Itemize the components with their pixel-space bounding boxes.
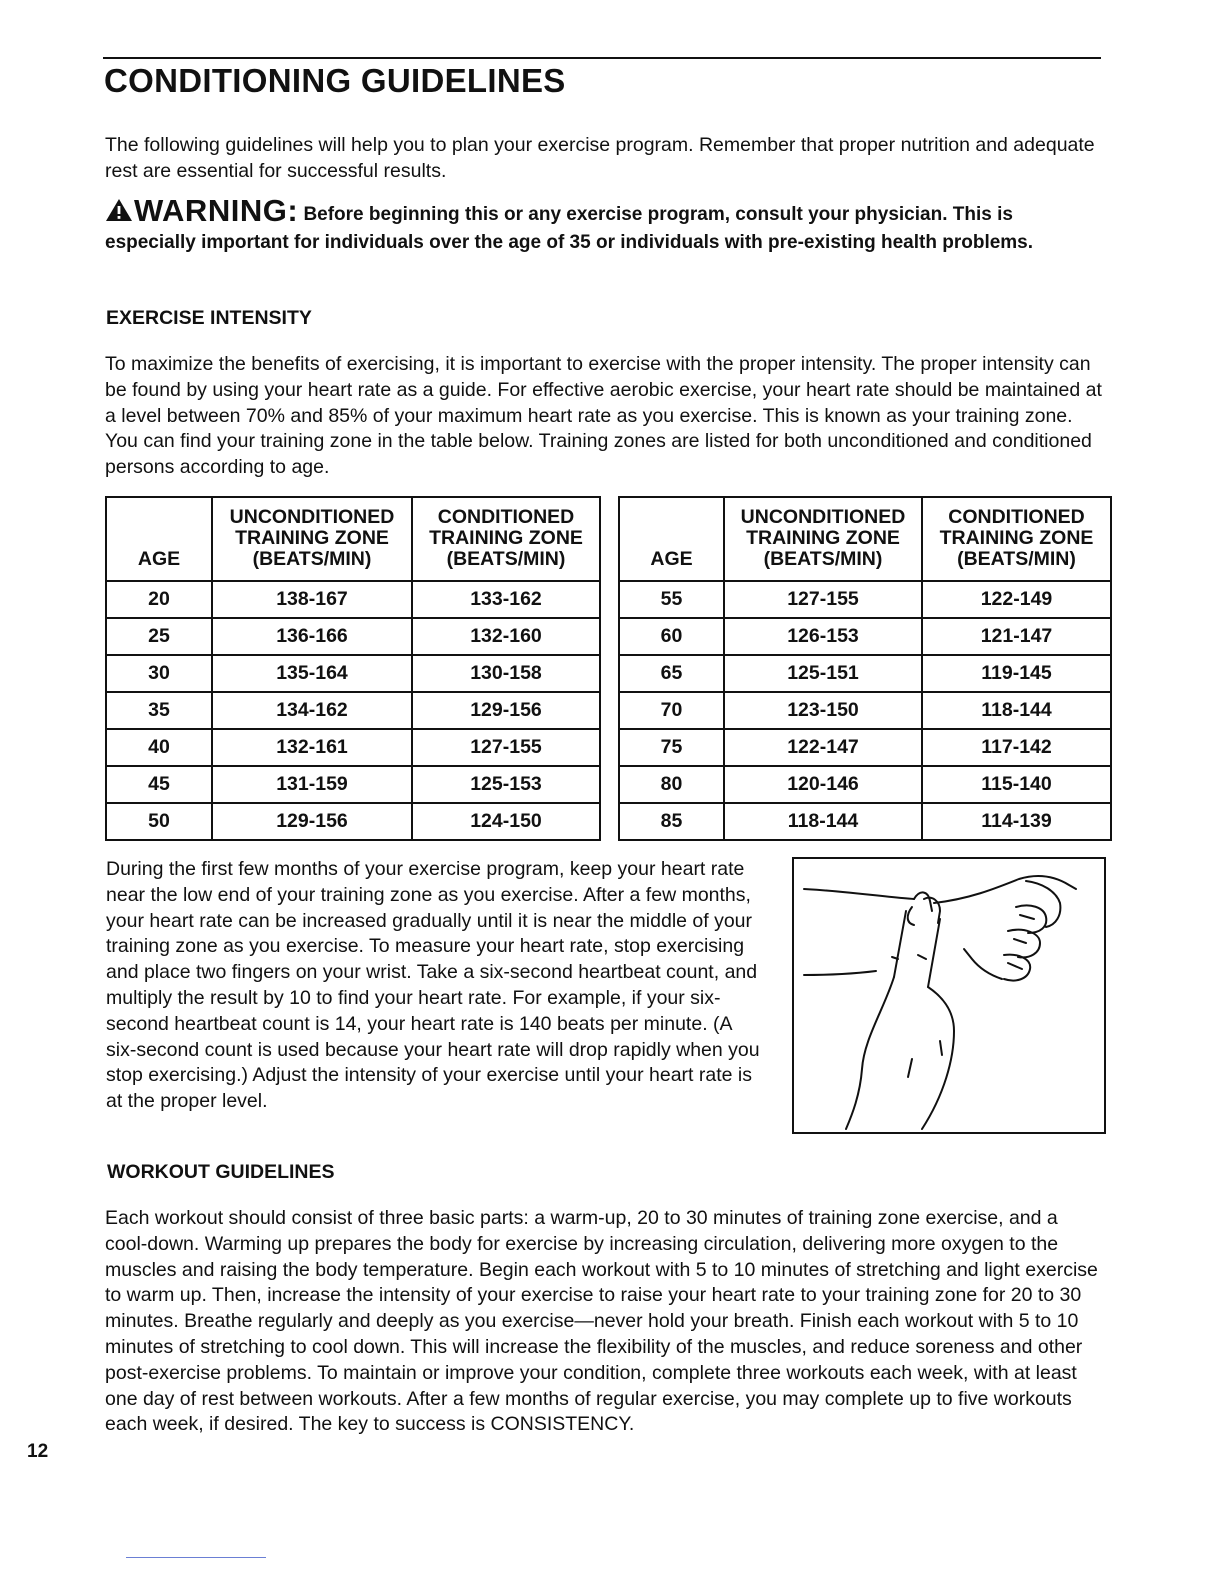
unconditioned-cell: 136-166 (212, 618, 412, 655)
age-column-header: AGE (619, 497, 724, 581)
table-row (619, 618, 1111, 655)
age-cell: 35 (106, 692, 212, 729)
unconditioned-cell: 132-161 (212, 729, 412, 766)
wrist-pulse-illustration (792, 857, 1106, 1134)
conditioned-cell: 118-144 (922, 692, 1111, 729)
age-cell: 45 (106, 766, 212, 803)
unconditioned-cell: 138-167 (212, 581, 412, 618)
table-row (619, 729, 1111, 766)
unconditioned-cell: 126-153 (724, 618, 922, 655)
warning-triangle-icon (105, 198, 133, 230)
age-cell: 80 (619, 766, 724, 803)
table-row (106, 655, 600, 692)
warning-text: Before beginning this or any exercise program, consult your physician. This is especially important for individuals over the age of 35 or individuals with pre-existing health problems. (105, 204, 1034, 253)
exercise-intensity-paragraph: To maximize the benefits of exercising, it is important to exercise with the proper intensity. The proper intensity can be found by using your heart rate as a guide. For effective aerobic exercise, your heart rate should be maintained at a level between 70% and 85% of your maximum heart rate as you exercise. This is known as your training zone. You can find your training zone in the table below. Training zones are listed for both unconditioned and conditioned persons according to age. (105, 353, 1102, 479)
unconditioned-cell: 125-151 (724, 655, 922, 692)
conditioned-cell: 114-139 (922, 803, 1111, 840)
intro-paragraph: The following guidelines will help you to plan your exercise program. Remember that proper nutrition and adequate rest are essential for successful results. (105, 134, 1095, 182)
conditioned-cell: 117-142 (922, 729, 1111, 766)
table-row (619, 803, 1111, 840)
conditioned-column-header: CONDITIONED TRAINING ZONE (BEATS/MIN) (412, 497, 600, 581)
unconditioned-cell: 122-147 (724, 729, 922, 766)
conditioned-cell: 127-155 (412, 729, 600, 766)
conditioned-cell: 124-150 (412, 803, 600, 840)
exercise-intensity-heading: EXERCISE INTENSITY (106, 307, 312, 329)
training-zone-table-right (618, 496, 1112, 841)
conditioned-cell: 121-147 (922, 618, 1111, 655)
table-row (619, 692, 1111, 729)
conditioned-cell: 133-162 (412, 581, 600, 618)
top-rule (103, 57, 1101, 59)
age-cell: 30 (106, 655, 212, 692)
table-row (106, 618, 600, 655)
table-row (619, 655, 1111, 692)
table-row (106, 729, 600, 766)
age-cell: 70 (619, 692, 724, 729)
age-cell: 40 (106, 729, 212, 766)
conditioned-cell: 122-149 (922, 581, 1111, 618)
table-row (106, 803, 600, 840)
conditioned-column-header: CONDITIONED TRAINING ZONE (BEATS/MIN) (922, 497, 1111, 581)
table-row (106, 581, 600, 618)
footer-line (126, 1557, 266, 1558)
table-row (619, 766, 1111, 803)
conditioned-cell: 119-145 (922, 655, 1111, 692)
table-row (106, 692, 600, 729)
age-cell: 20 (106, 581, 212, 618)
conditioned-cell: 125-153 (412, 766, 600, 803)
unconditioned-cell: 131-159 (212, 766, 412, 803)
page-number: 12 (27, 1441, 49, 1462)
unconditioned-cell: 127-155 (724, 581, 922, 618)
page-title: CONDITIONING GUIDELINES (104, 62, 566, 99)
age-cell: 85 (619, 803, 724, 840)
age-column-header: AGE (106, 497, 212, 581)
unconditioned-cell: 135-164 (212, 655, 412, 692)
warning-block (105, 193, 1105, 256)
unconditioned-column-header: UNCONDITIONED TRAINING ZONE (BEATS/MIN) (724, 497, 922, 581)
age-cell: 60 (619, 618, 724, 655)
age-cell: 55 (619, 581, 724, 618)
table-row (106, 766, 600, 803)
unconditioned-column-header: UNCONDITIONED TRAINING ZONE (BEATS/MIN) (212, 497, 412, 581)
age-cell: 50 (106, 803, 212, 840)
age-cell: 25 (106, 618, 212, 655)
unconditioned-cell: 134-162 (212, 692, 412, 729)
unconditioned-cell: 120-146 (724, 766, 922, 803)
conditioned-cell: 115-140 (922, 766, 1111, 803)
table-row (619, 581, 1111, 618)
conditioned-cell: 130-158 (412, 655, 600, 692)
unconditioned-cell: 129-156 (212, 803, 412, 840)
unconditioned-cell: 123-150 (724, 692, 922, 729)
unconditioned-cell: 118-144 (724, 803, 922, 840)
conditioned-cell: 132-160 (412, 618, 600, 655)
age-cell: 65 (619, 655, 724, 692)
workout-guidelines-paragraph: Each workout should consist of three basic parts: a warm-up, 20 to 30 minutes of training zone exercise, and a cool-down. Warming up prepares the body for exercise by increasing circulation, delivering more oxygen to the muscles and raising the body temperature. Begin each workout with 5 to 10 minutes of stretching and light exercise to warm up. Then, increase the intensity of your exercise to raise your heart rate to your training zone for 20 to 30 minutes. Breathe regularly and deeply as you exercise—never hold your breath. Finish each workout with 5 to 10 minutes of stretching to cool down. This will increase the flexibility of the muscles, and reduce soreness and other post-exercise problems. To maintain or improve your condition, complete three workouts each week, with at least one day of rest between workouts. After a few months of regular exercise, you may complete up to five workouts each week, if desired. The key to success is CONSISTENCY. (105, 1207, 1098, 1436)
warning-label: WARNING: (134, 193, 299, 228)
workout-guidelines-heading: WORKOUT GUIDELINES (107, 1161, 335, 1183)
age-cell: 75 (619, 729, 724, 766)
conditioned-cell: 129-156 (412, 692, 600, 729)
training-zone-table-left (105, 496, 601, 841)
wrist-pulse-illustration-icon (794, 859, 1104, 1132)
pulse-paragraph: During the first few months of your exercise program, keep your heart rate near the low end of your training zone as you exercise. After a few months, your heart rate can be increased gradually until it is near the middle of your training zone as you exercise. To measure your heart rate, stop exercising and place two fingers on your wrist. Take a six-second heartbeat count, and multiply the result by 10 to find your heart rate. For example, if your six-second heartbeat count is 14, your heart rate is 140 beats per minute. (A six-second count is used because your heart rate will drop rapidly when you stop exercising.) Adjust the intensity of your exercise until your heart rate is at the proper level. (106, 858, 760, 1113)
